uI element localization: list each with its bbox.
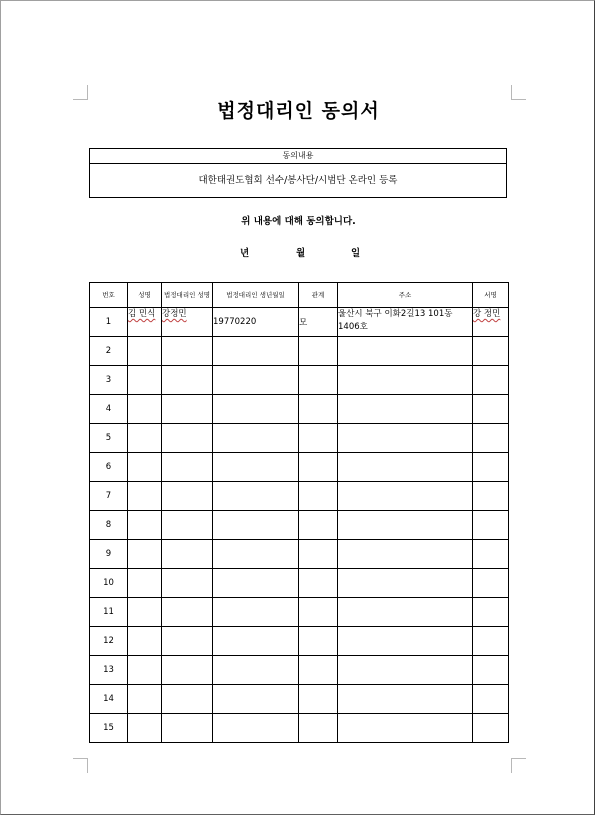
header-number: 번호	[90, 283, 128, 308]
cell-guardian-birth[interactable]	[213, 685, 299, 714]
cell-guardian-birth[interactable]	[213, 627, 299, 656]
cell-number[interactable]: 3	[90, 366, 128, 395]
cell-guardian-name[interactable]	[162, 627, 213, 656]
cell-guardian-name[interactable]	[162, 395, 213, 424]
cell-guardian-name[interactable]: 강정민	[162, 308, 213, 337]
cell-name[interactable]	[128, 540, 162, 569]
cell-signature[interactable]	[473, 366, 509, 395]
cell-name[interactable]	[128, 598, 162, 627]
cell-guardian-birth[interactable]	[213, 714, 299, 743]
cell-signature[interactable]	[473, 511, 509, 540]
cell-guardian-name[interactable]	[162, 424, 213, 453]
cell-guardian-birth[interactable]	[213, 569, 299, 598]
cell-number[interactable]: 11	[90, 598, 128, 627]
cell-guardian-birth[interactable]	[213, 482, 299, 511]
table-row	[90, 424, 509, 453]
cell-signature[interactable]	[473, 453, 509, 482]
cell-relation[interactable]	[299, 453, 338, 482]
cell-relation[interactable]	[299, 366, 338, 395]
cell-relation[interactable]	[299, 540, 338, 569]
cell-name[interactable]: 김 민식	[128, 308, 162, 337]
cell-address[interactable]	[338, 685, 473, 714]
cell-name[interactable]	[128, 656, 162, 685]
cell-guardian-name[interactable]	[162, 714, 213, 743]
cell-signature[interactable]	[473, 395, 509, 424]
header-address: 주소	[338, 283, 473, 308]
cell-guardian-birth[interactable]	[213, 540, 299, 569]
date-day-label[interactable]: 일	[351, 248, 361, 259]
cell-address[interactable]	[338, 453, 473, 482]
document-title[interactable]: 법정대리인 동의서	[217, 100, 380, 122]
cell-address[interactable]	[338, 540, 473, 569]
cell-address[interactable]: 울산시 북구 이화2길13 101동 1406호	[338, 308, 473, 337]
cell-number[interactable]: 1	[90, 308, 128, 337]
cell-relation[interactable]: 모	[299, 308, 338, 337]
cell-number[interactable]: 15	[90, 714, 128, 743]
cell-address[interactable]	[338, 569, 473, 598]
cell-number[interactable]: 4	[90, 395, 128, 424]
cell-guardian-birth[interactable]	[213, 598, 299, 627]
cell-guardian-name[interactable]	[162, 656, 213, 685]
guardian-table	[89, 282, 509, 743]
cell-address[interactable]	[338, 337, 473, 366]
cell-guardian-name[interactable]	[162, 453, 213, 482]
date-year-label[interactable]: 년	[240, 248, 250, 259]
cell-guardian-name[interactable]	[162, 598, 213, 627]
cell-number[interactable]: 6	[90, 453, 128, 482]
cell-signature[interactable]	[473, 598, 509, 627]
table-row	[90, 395, 509, 424]
cell-address[interactable]	[338, 511, 473, 540]
table-row	[90, 656, 509, 685]
date-month-label[interactable]: 월	[296, 248, 306, 259]
cell-signature[interactable]	[473, 714, 509, 743]
cell-address[interactable]	[338, 424, 473, 453]
table-header-row	[90, 283, 509, 308]
cell-address[interactable]	[338, 714, 473, 743]
consent-text[interactable]: 대한태권도협회 선수/봉사단/시범단 온라인 등록	[198, 175, 398, 186]
table-row	[90, 569, 509, 598]
header-guardian-name: 법정대리인 성명	[162, 283, 213, 308]
cell-name[interactable]	[128, 453, 162, 482]
cell-signature[interactable]	[473, 540, 509, 569]
cell-guardian-name[interactable]	[162, 366, 213, 395]
margin-corner-bottom-right	[511, 758, 526, 773]
cell-signature[interactable]	[473, 685, 509, 714]
cell-relation[interactable]	[299, 714, 338, 743]
cell-guardian-name[interactable]	[162, 511, 213, 540]
cell-relation[interactable]	[299, 569, 338, 598]
cell-name[interactable]	[128, 627, 162, 656]
cell-guardian-birth[interactable]	[213, 424, 299, 453]
cell-signature[interactable]	[473, 424, 509, 453]
consent-header[interactable]: 동의내용	[90, 149, 506, 164]
cell-number[interactable]: 2	[90, 337, 128, 366]
cell-relation[interactable]	[299, 482, 338, 511]
cell-signature[interactable]	[473, 569, 509, 598]
table-row	[90, 598, 509, 627]
table-row	[90, 366, 509, 395]
table-row	[90, 540, 509, 569]
cell-name[interactable]	[128, 366, 162, 395]
cell-number[interactable]: 9	[90, 540, 128, 569]
cell-number[interactable]: 12	[90, 627, 128, 656]
cell-address[interactable]	[338, 627, 473, 656]
cell-name[interactable]	[128, 714, 162, 743]
header-guardian-birth: 법정대리인 생년월일	[213, 283, 299, 308]
cell-guardian-name[interactable]	[162, 337, 213, 366]
table-row	[90, 482, 509, 511]
cell-address[interactable]	[338, 482, 473, 511]
table-row	[90, 627, 509, 656]
cell-signature[interactable]	[473, 337, 509, 366]
header-signature: 서명	[473, 283, 509, 308]
cell-guardian-birth[interactable]: 19770220	[213, 308, 299, 337]
header-relation: 관계	[299, 283, 338, 308]
table-row	[90, 337, 509, 366]
cell-guardian-name[interactable]	[162, 569, 213, 598]
cell-number[interactable]: 8	[90, 511, 128, 540]
table-row	[90, 685, 509, 714]
cell-name[interactable]	[128, 511, 162, 540]
table-row	[90, 453, 509, 482]
table-row	[90, 714, 509, 743]
cell-relation[interactable]	[299, 395, 338, 424]
cell-name[interactable]	[128, 482, 162, 511]
cell-name[interactable]	[128, 395, 162, 424]
cell-guardian-name[interactable]	[162, 482, 213, 511]
cell-signature[interactable]	[473, 627, 509, 656]
cell-guardian-birth[interactable]	[213, 395, 299, 424]
cell-address[interactable]	[338, 366, 473, 395]
cell-number[interactable]: 13	[90, 656, 128, 685]
cell-number[interactable]: 5	[90, 424, 128, 453]
cell-guardian-birth[interactable]	[213, 656, 299, 685]
table-row	[90, 308, 509, 337]
cell-guardian-birth[interactable]	[213, 366, 299, 395]
cell-relation[interactable]	[299, 627, 338, 656]
cell-guardian-birth[interactable]	[213, 453, 299, 482]
table-row	[90, 511, 509, 540]
cell-relation[interactable]	[299, 656, 338, 685]
cell-number[interactable]: 7	[90, 482, 128, 511]
cell-relation[interactable]	[299, 337, 338, 366]
cell-signature[interactable]: 강 정민	[473, 308, 509, 337]
cell-name[interactable]	[128, 569, 162, 598]
cell-guardian-name[interactable]	[162, 685, 213, 714]
cell-relation[interactable]	[299, 424, 338, 453]
cell-number[interactable]: 10	[90, 569, 128, 598]
cell-signature[interactable]	[473, 656, 509, 685]
cell-relation[interactable]	[299, 685, 338, 714]
cell-relation[interactable]	[299, 598, 338, 627]
cell-address[interactable]	[338, 656, 473, 685]
cell-address[interactable]	[338, 598, 473, 627]
cell-name[interactable]	[128, 337, 162, 366]
cell-address[interactable]	[338, 395, 473, 424]
cell-guardian-birth[interactable]	[213, 511, 299, 540]
cell-relation[interactable]	[299, 511, 338, 540]
header-name: 성명	[128, 283, 162, 308]
consent-box	[89, 148, 507, 198]
cell-name[interactable]	[128, 424, 162, 453]
cell-guardian-birth[interactable]	[213, 337, 299, 366]
agree-statement[interactable]: 위 내용에 대해 동의합니다.	[241, 216, 356, 227]
margin-corner-bottom-left	[73, 758, 88, 773]
cell-name[interactable]	[128, 685, 162, 714]
date-line	[1, 245, 595, 259]
cell-number[interactable]: 14	[90, 685, 128, 714]
cell-signature[interactable]	[473, 482, 509, 511]
cell-guardian-name[interactable]	[162, 540, 213, 569]
